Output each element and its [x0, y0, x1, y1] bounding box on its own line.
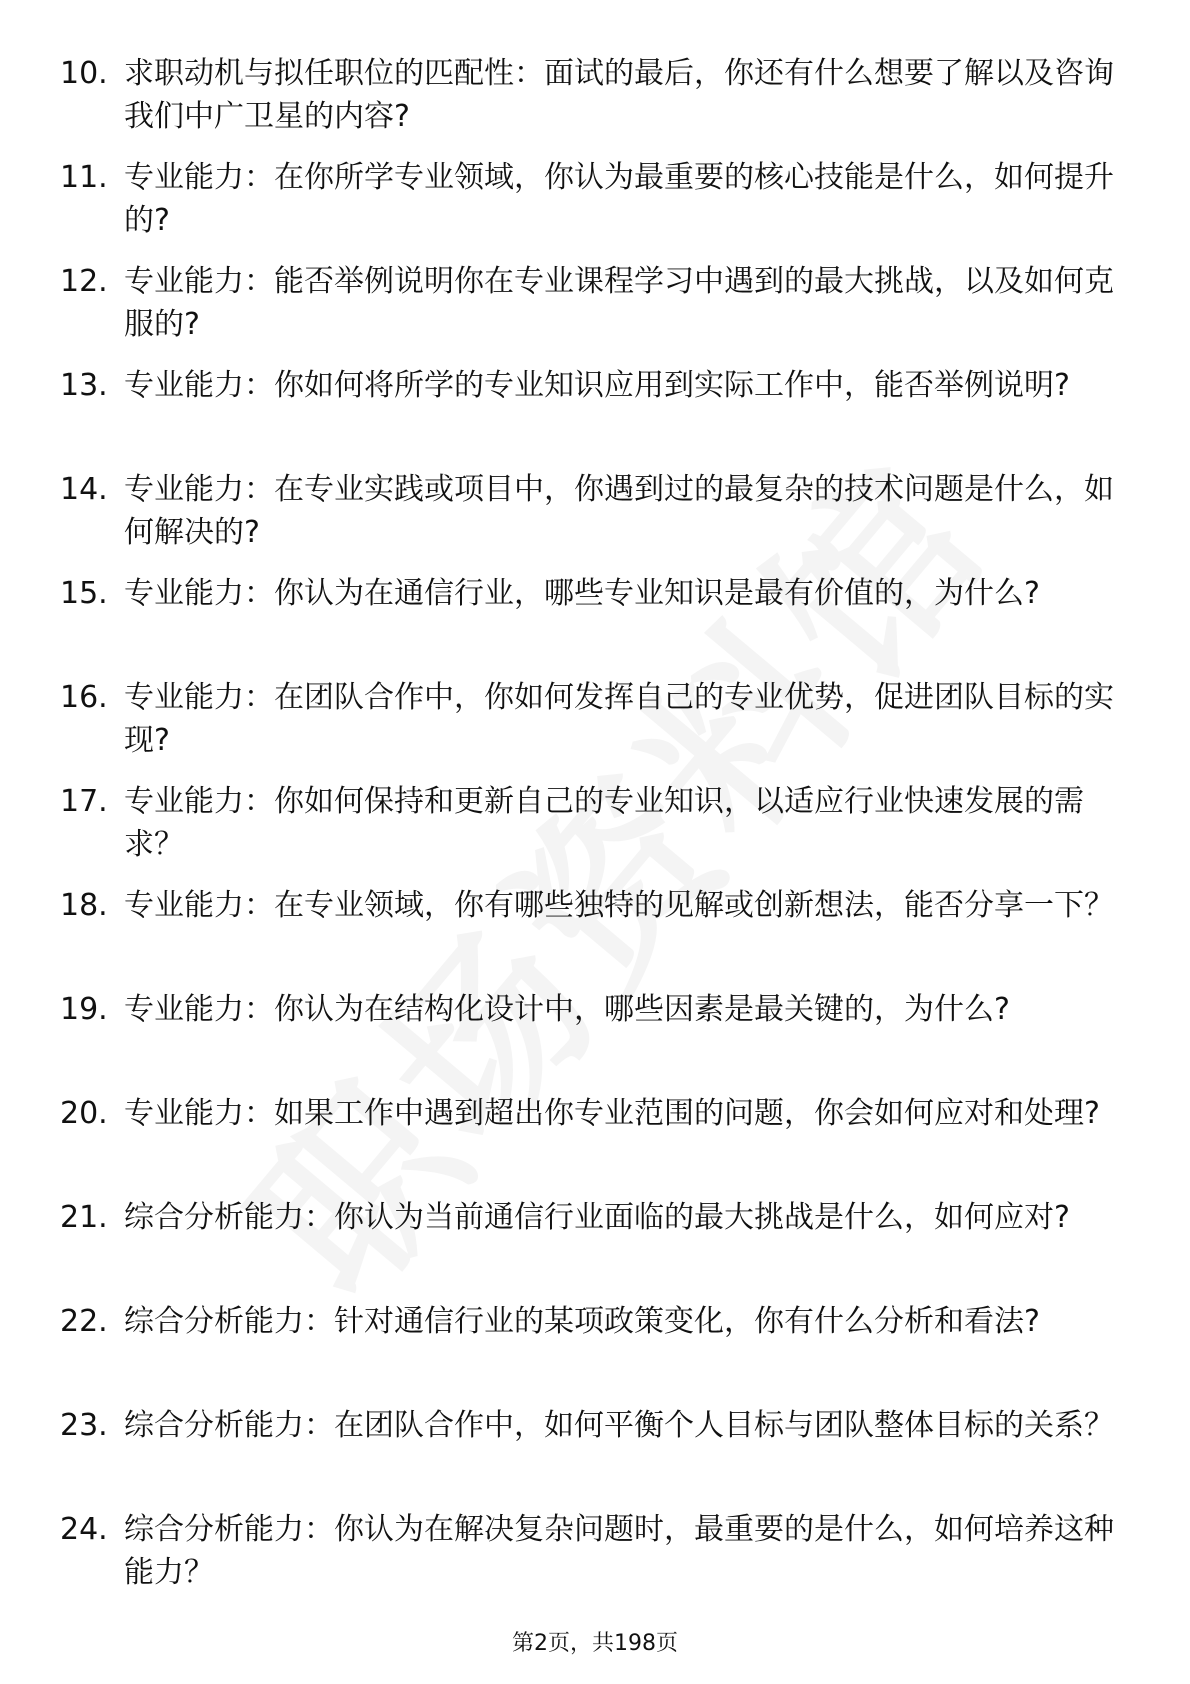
question-number: 10.: [60, 56, 108, 91]
question-text: 求职动机与拟任职位的匹配性：面试的最后，你还有什么想要了解以及咨询我们中广卫星的内容?: [124, 56, 1114, 134]
question-text: 专业能力：你认为在结构化设计中，哪些因素是最关键的，为什么?: [124, 992, 1010, 1027]
question-item: [60, 260, 1120, 346]
question-text: 专业能力：在专业实践或项目中，你遇到过的最复杂的技术问题是什么，如何解决的?: [124, 472, 1114, 550]
question-item: [60, 780, 1120, 866]
question-item: [60, 52, 1120, 138]
question-number: 11.: [60, 160, 108, 195]
question-list: [60, 52, 1120, 1612]
question-number: 15.: [60, 576, 108, 611]
question-item: [60, 1196, 1120, 1282]
question-item: [60, 572, 1120, 658]
question-number: 13.: [60, 368, 108, 403]
question-text: 综合分析能力：在团队合作中，如何平衡个人目标与团队整体目标的关系？: [124, 1408, 1114, 1443]
question-number: 18.: [60, 888, 108, 923]
question-text: 专业能力：你认为在通信行业，哪些专业知识是最有价值的，为什么?: [124, 576, 1040, 611]
question-item: [60, 364, 1120, 450]
question-text: 综合分析能力：你认为当前通信行业面临的最大挑战是什么，如何应对?: [124, 1200, 1070, 1235]
question-item: [60, 884, 1120, 970]
question-number: 14.: [60, 472, 108, 507]
page-number-label: 第2页，共198页: [512, 1631, 678, 1656]
question-item: [60, 1092, 1120, 1178]
question-number: 20.: [60, 1096, 108, 1131]
question-item: [60, 988, 1120, 1074]
question-item: [60, 676, 1120, 762]
question-item: [60, 468, 1120, 554]
question-number: 17.: [60, 784, 108, 819]
question-text: 专业能力：在团队合作中，你如何发挥自己的专业优势，促进团队目标的实现?: [124, 680, 1114, 758]
page-footer: [0, 1626, 1190, 1657]
question-item: [60, 1300, 1120, 1386]
question-number: 21.: [60, 1200, 108, 1235]
question-number: 19.: [60, 992, 108, 1027]
question-text: 专业能力：你如何将所学的专业知识应用到实际工作中，能否举例说明?: [124, 368, 1070, 403]
question-number: 12.: [60, 264, 108, 299]
question-number: 24.: [60, 1512, 108, 1547]
question-text: 专业能力：能否举例说明你在专业课程学习中遇到的最大挑战，以及如何克服的?: [124, 264, 1114, 342]
question-item: [60, 1404, 1120, 1490]
question-text: 综合分析能力：你认为在解决复杂问题时，最重要的是什么，如何培养这种能力？: [124, 1512, 1114, 1590]
question-text: 专业能力：如果工作中遇到超出你专业范围的问题，你会如何应对和处理?: [124, 1096, 1100, 1131]
question-item: [60, 156, 1120, 242]
question-number: 16.: [60, 680, 108, 715]
question-number: 22.: [60, 1304, 108, 1339]
question-item: [60, 1508, 1120, 1594]
question-text: 专业能力：你如何保持和更新自己的专业知识，以适应行业快速发展的需求？: [124, 784, 1084, 862]
question-text: 综合分析能力：针对通信行业的某项政策变化，你有什么分析和看法?: [124, 1304, 1040, 1339]
question-text: 专业能力：在专业领域，你有哪些独特的见解或创新想法，能否分享一下？: [124, 888, 1114, 923]
question-number: 23.: [60, 1408, 108, 1443]
question-text: 专业能力：在你所学专业领域，你认为最重要的核心技能是什么，如何提升的?: [124, 160, 1114, 238]
